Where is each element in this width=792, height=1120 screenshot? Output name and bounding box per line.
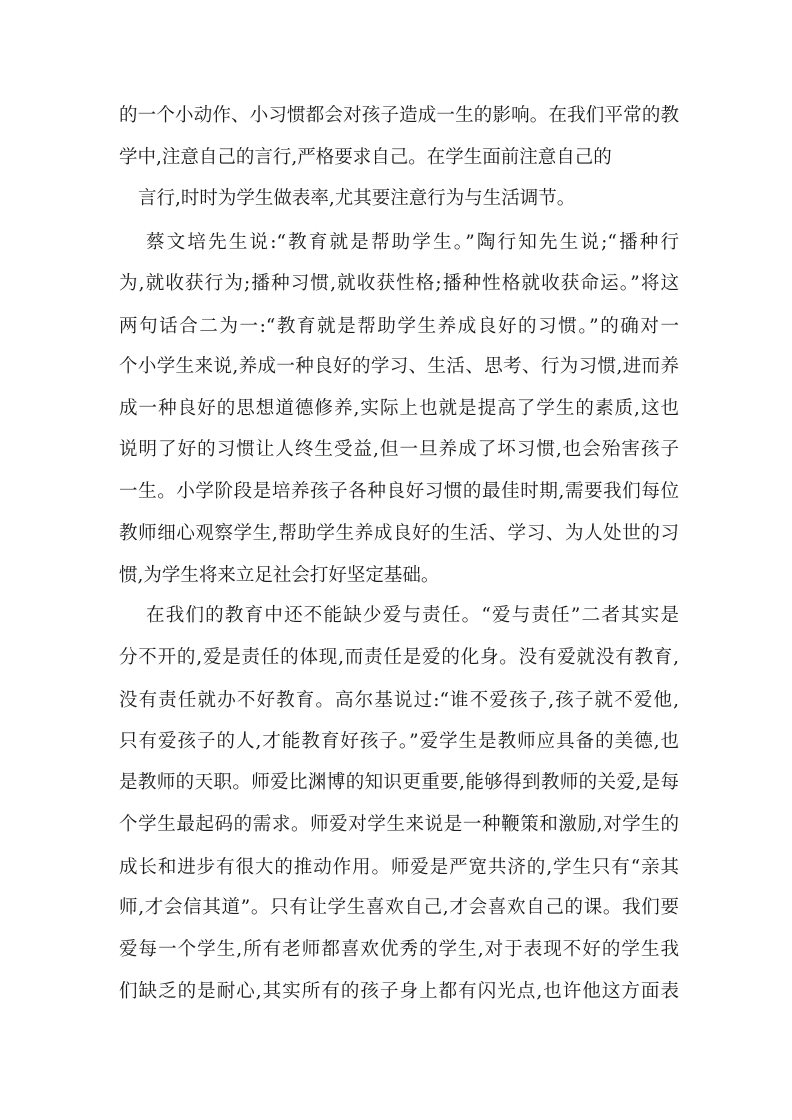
text-line: 个小学生来说,养成一种良好的学习、生活、思考、行为习惯,进而养 xyxy=(119,356,679,377)
paragraph-first-line: 蔡文培先生说:“教育就是帮助学生。”陶行知先生说;“播种行 xyxy=(146,232,679,253)
text-line: 说明了好的习惯让人终生受益,但一旦养成了坏习惯,也会殆害孩子 xyxy=(119,439,679,460)
text-line: 的一个小动作、小习惯都会对孩子造成一生的影响。在我们平常的教 xyxy=(119,105,679,126)
text-line: 个学生最起码的需求。师爱对学生来说是一种鞭策和激励,对学生的 xyxy=(119,814,679,835)
text-line: 为,就收获行为;播种习惯,就收获性格;播种性格就收获命运。”将这 xyxy=(119,273,679,294)
paragraph-first-line: 在我们的教育中还不能缺少爱与责任。“爱与责任”二者其实是 xyxy=(146,605,679,626)
text-line: 成长和进步有很大的推动作用。师爱是严宽共济的,学生只有“亲其 xyxy=(119,857,679,878)
text-line: 爱每一个学生,所有老师都喜欢优秀的学生,对于表现不好的学生我 xyxy=(119,939,679,960)
text-line: 一生。小学阶段是培养孩子各种良好习惯的最佳时期,需要我们每位 xyxy=(119,481,679,502)
text-line: 只有爱孩子的人,才能教育好孩子。”爱学生是教师应具备的美德,也 xyxy=(119,731,679,752)
text-line: 教师细心观察学生,帮助学生养成良好的生活、学习、为人处世的习 xyxy=(119,523,679,544)
text-line: 们缺乏的是耐心,其实所有的孩子身上都有闪光点,也许他这方面表 xyxy=(119,981,679,1002)
text-line: 分不开的,爱是责任的体现,而责任是爱的化身。没有爱就没有教育, xyxy=(119,647,679,668)
text-line: 学中,注意自己的言行,严格要求自己。在学生面前注意自己的 xyxy=(119,147,612,168)
text-line: 是教师的天职。师爱比渊博的知识更重要,能够得到教师的关爱,是每 xyxy=(119,772,679,793)
text-line: 没有责任就办不好教育。高尔基说过:“谁不爱孩子,孩子就不爱他, xyxy=(119,690,679,711)
text-line: 两句话合二为一:“教育就是帮助学生养成良好的习惯。”的确对一 xyxy=(119,316,679,337)
text-line: 惯,为学生将来立足社会打好坚定基础。 xyxy=(119,565,440,586)
text-line: 成一种良好的思想道德修养,实际上也就是提高了学生的素质,这也 xyxy=(119,398,679,419)
text-line: 师,才会信其道”。只有让学生喜欢自己,才会喜欢自己的课。我们要 xyxy=(119,897,679,918)
text-line: 言行,时时为学生做表率,尤其要注意行为与生活调节。 xyxy=(138,188,576,209)
